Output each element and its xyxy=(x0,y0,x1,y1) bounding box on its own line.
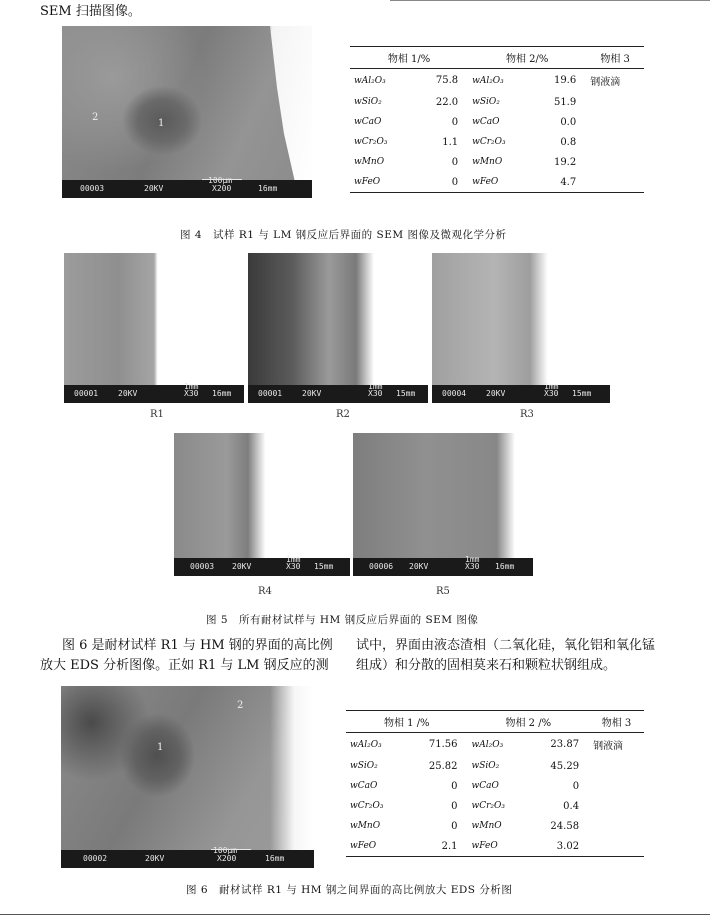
fig6-steel-region xyxy=(270,686,314,850)
fig5-r1-image xyxy=(64,253,244,403)
fig6-phase2-value: 0 xyxy=(572,780,580,792)
fig4-info-bar xyxy=(62,176,312,198)
fig5-r4-image xyxy=(174,433,350,576)
fig6-phase2-symbol: wFeO xyxy=(471,841,498,851)
fig6-phase1-value: 0 xyxy=(451,780,458,792)
fig4-phase1-value: 75.8 xyxy=(435,75,459,86)
fig4-phase2-symbol: wCr₂O₃ xyxy=(472,137,506,147)
fig5-r5-bar-id: 00006 xyxy=(369,562,394,571)
fig4-bar-scale: 100μm xyxy=(208,176,233,185)
fig6-phase2-value: 0.4 xyxy=(563,800,580,812)
fig4-phase2-value: 19.2 xyxy=(553,156,577,168)
fig4-sem-image xyxy=(62,26,312,198)
fig6-marker-1: 1 xyxy=(157,742,164,753)
fig6-caption: 图 6 耐材试样 R1 与 HM 钢之间界面的高比例放大 EDS 分析图 xyxy=(186,884,513,896)
fig5-r5-bar-kv: 20KV xyxy=(409,562,429,571)
fig4-phase1-symbol: wSiO₂ xyxy=(354,97,382,107)
fig6-phase2-value: 45.29 xyxy=(550,760,580,772)
fig4-phase2-symbol: wMnO xyxy=(472,157,503,167)
fig6-phase3-cell xyxy=(589,796,644,816)
footer-rule xyxy=(0,914,710,915)
fig6-phase2-symbol: wCaO xyxy=(471,781,499,791)
fig5-r1-bar-mag: X30 xyxy=(184,389,199,398)
table-row xyxy=(350,92,644,112)
fig6-header-phase1: 物相 1 /% xyxy=(346,711,468,733)
fig4-phase1-value: 0 xyxy=(451,116,459,128)
fig4-phase2-symbol: wSiO₂ xyxy=(472,97,500,107)
body-left-line2: 放大 EDS 分析图像。正如 R1 与 LM 钢反应的测 xyxy=(40,658,329,673)
fig5-r5-info-bar xyxy=(353,555,533,576)
fig5-r3-bar-kv: 20KV xyxy=(486,389,506,398)
fig6-bar-scale: 100μm xyxy=(213,846,238,855)
fig5-r2-bar-wd: 15mm xyxy=(396,389,416,398)
fig5-r2-bar-mag: X30 xyxy=(368,389,383,398)
table-row xyxy=(346,816,644,836)
fig6-sem-image xyxy=(61,686,314,868)
fig6-phase1-symbol: wCaO xyxy=(350,781,378,791)
fig5-r4-bar-wd: 15mm xyxy=(314,562,334,571)
body-right-line2: 组成）和分散的固相莫来石和颗粒状钢组成。 xyxy=(356,658,617,673)
fig4-steel-region xyxy=(242,26,312,180)
fig6-phase3-cell xyxy=(589,836,644,857)
fig5-caption: 图 5 所有耐材试样与 HM 钢反应后界面的 SEM 图像 xyxy=(206,614,479,626)
body-right-line1: 试中，界面由液态渣相（二氧化硅，氧化铝和氧化锰 xyxy=(356,638,656,653)
fig6-phase1-value: 71.56 xyxy=(428,739,458,750)
fig4-phase2-value: 51.9 xyxy=(553,96,577,108)
fig6-phase3-cell: 钢液滴 xyxy=(593,741,624,752)
fig4-phase1-symbol: wMnO xyxy=(354,157,385,167)
table-row xyxy=(346,733,644,757)
fig4-phase2-value: 19.6 xyxy=(553,75,577,86)
fig5-label-r1: R1 xyxy=(150,409,164,420)
fig4-phase3-cell xyxy=(586,172,644,193)
fig4-phase2-value: 0.8 xyxy=(560,136,577,148)
fig6-header-phase2: 物相 2 /% xyxy=(468,711,590,733)
fig4-phase1-value: 22.0 xyxy=(435,96,459,108)
fig4-marker-2: 2 xyxy=(92,112,99,123)
fig4-header-phase2: 物相 2/% xyxy=(468,47,586,69)
fig4-phase2-symbol: wFeO xyxy=(472,177,499,187)
fig4-caption: 图 4 试样 R1 与 LM 钢反应后界面的 SEM 图像及微观化学分析 xyxy=(180,229,507,241)
fig5-r5-bar-wd: 16mm xyxy=(495,562,515,571)
fig4-phase2-value: 0.0 xyxy=(560,116,577,128)
fig4-bar-kv: 20KV xyxy=(144,184,164,193)
fig4-bar-id: 00003 xyxy=(80,184,105,193)
fig5-r2-image xyxy=(248,253,428,403)
fig6-phase1-symbol: wAl₂O₃ xyxy=(350,739,382,750)
fig5-label-r3: R3 xyxy=(520,409,534,420)
fig6-phase2-symbol: wCr₂O₃ xyxy=(471,801,506,811)
top-text: SEM 扫描图像。 xyxy=(40,4,141,19)
fig6-phase1-value: 25.82 xyxy=(428,760,458,772)
fig6-phase1-value: 0 xyxy=(451,800,458,812)
fig4-header-phase3: 物相 3 xyxy=(586,47,644,69)
fig5-label-r2: R2 xyxy=(336,409,350,420)
fig5-r1-bar-kv: 20KV xyxy=(118,389,138,398)
fig5-r1-info-bar xyxy=(64,382,244,403)
fig6-bar-kv: 20KV xyxy=(145,854,165,863)
fig5-r5-bar-mag: X30 xyxy=(465,562,480,571)
fig6-composition-table xyxy=(346,710,644,857)
fig4-composition-table xyxy=(350,46,644,193)
fig4-phase1-symbol: wAl₂O₃ xyxy=(354,75,386,86)
fig5-label-r4: R4 xyxy=(258,586,272,597)
fig6-phase2-value: 24.58 xyxy=(550,820,580,832)
fig4-marker-1: 1 xyxy=(158,118,165,129)
fig6-phase1-value: 0 xyxy=(451,820,458,832)
fig6-phase1-symbol: wMnO xyxy=(350,821,381,831)
fig5-r3-image xyxy=(432,253,610,403)
fig6-phase3-cell xyxy=(589,756,644,776)
fig4-phase3-cell xyxy=(586,152,644,172)
fig6-phase2-symbol: wAl₂O₃ xyxy=(471,739,504,750)
fig5-r3-bar-scale: 1mm xyxy=(544,382,559,391)
fig5-r1-bar-wd: 16mm xyxy=(212,389,232,398)
table-row xyxy=(350,69,644,93)
fig6-bar-wd: 16mm xyxy=(265,854,285,863)
fig4-bar-wd: 16mm xyxy=(258,184,278,193)
fig4-phase2-symbol: wAl₂O₃ xyxy=(472,75,504,86)
fig6-phase2-value: 3.02 xyxy=(556,840,580,852)
header-rule xyxy=(390,0,710,1)
fig5-r1-bar-scale: 1mm xyxy=(184,382,199,391)
fig5-r1-bar-id: 00001 xyxy=(74,389,99,398)
fig6-phase1-symbol: wFeO xyxy=(350,841,377,851)
fig6-phase3-cell xyxy=(589,816,644,836)
fig5-label-r5: R5 xyxy=(436,586,450,597)
table-row xyxy=(350,112,644,132)
table-row xyxy=(350,152,644,172)
fig5-r2-info-bar xyxy=(248,382,428,403)
fig5-r2-bar-scale: 1mm xyxy=(368,382,383,391)
fig6-bar-mag: X200 xyxy=(217,854,237,863)
fig4-phase1-symbol: wFeO xyxy=(354,177,381,187)
fig4-phase2-symbol: wCaO xyxy=(472,117,500,127)
fig5-r4-bar-kv: 20KV xyxy=(232,562,252,571)
table-row xyxy=(346,836,644,857)
table-row xyxy=(346,796,644,816)
fig6-phase1-value: 2.1 xyxy=(441,840,458,852)
fig5-r2-bar-id: 00001 xyxy=(258,389,283,398)
fig5-r2-bar-kv: 20KV xyxy=(302,389,322,398)
fig4-phase3-cell: 钢液滴 xyxy=(590,77,621,88)
fig5-r4-bar-id: 00003 xyxy=(190,562,215,571)
fig4-phase1-symbol: wCr₂O₃ xyxy=(354,137,388,147)
fig4-bar-mag: X200 xyxy=(212,184,232,193)
fig4-phase1-value: 0 xyxy=(451,156,459,168)
fig5-r3-bar-mag: X30 xyxy=(544,389,559,398)
table-row xyxy=(350,172,644,193)
fig6-bar-id: 00002 xyxy=(83,854,108,863)
fig5-r3-bar-id: 00004 xyxy=(442,389,467,398)
fig4-phase3-cell xyxy=(586,92,644,112)
fig5-r3-bar-wd: 15mm xyxy=(572,389,592,398)
fig4-phase1-value: 0 xyxy=(451,176,459,188)
fig5-r3-info-bar xyxy=(432,382,610,403)
fig4-phase1-symbol: wCaO xyxy=(354,117,382,127)
fig4-phase3-cell xyxy=(586,132,644,152)
fig4-phase2-value: 4.7 xyxy=(560,176,577,188)
fig4-phase1-value: 1.1 xyxy=(442,136,459,148)
fig6-phase2-symbol: wMnO xyxy=(471,821,502,831)
fig6-phase2-value: 23.87 xyxy=(550,739,580,750)
fig4-phase3-cell xyxy=(586,112,644,132)
fig6-phase1-symbol: wSiO₂ xyxy=(350,761,378,771)
fig6-info-bar xyxy=(61,846,314,868)
table-row xyxy=(350,132,644,152)
fig6-header-phase3: 物相 3 xyxy=(589,711,644,733)
fig5-r4-bar-mag: X30 xyxy=(286,562,301,571)
fig6-phase2-symbol: wSiO₂ xyxy=(471,761,500,771)
fig6-marker-2: 2 xyxy=(237,700,244,711)
fig4-header-phase1: 物相 1/% xyxy=(350,47,468,69)
fig5-r5-image xyxy=(353,433,533,576)
table-row xyxy=(346,756,644,776)
table-row xyxy=(346,776,644,796)
fig6-phase1-symbol: wCr₂O₃ xyxy=(350,801,384,811)
fig5-r4-bar-scale: 1mm xyxy=(286,555,301,564)
fig6-phase3-cell xyxy=(589,776,644,796)
body-left-line1: 图 6 是耐材试样 R1 与 HM 钢的界面的高比例 xyxy=(62,638,333,653)
fig5-r5-bar-scale: 1mm xyxy=(465,555,480,564)
fig5-r4-info-bar xyxy=(174,555,350,576)
